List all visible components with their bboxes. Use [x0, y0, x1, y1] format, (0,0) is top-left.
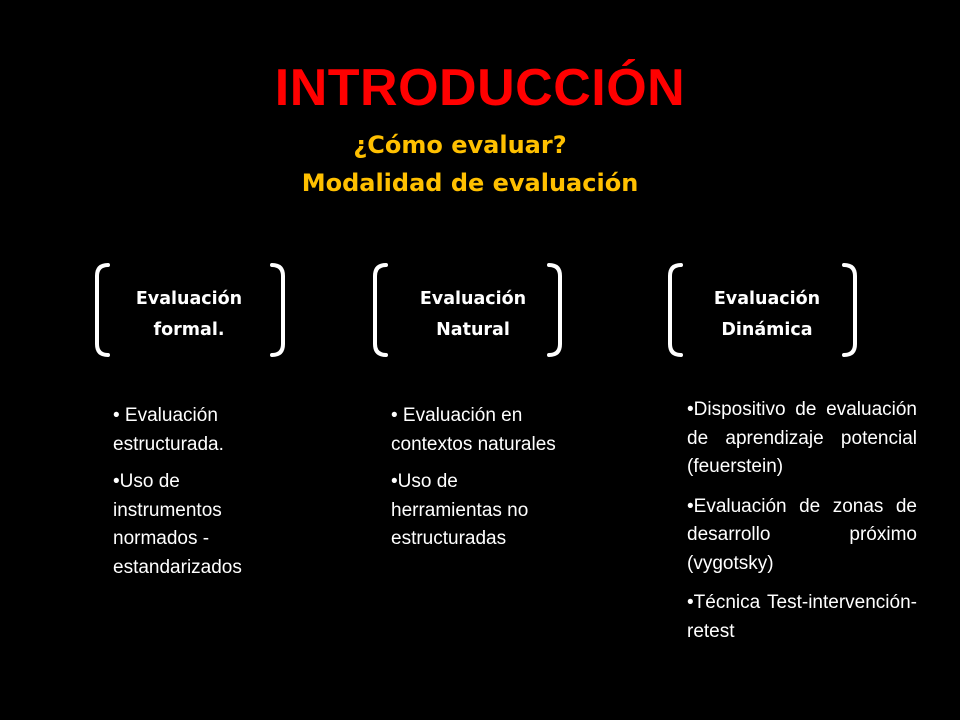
heading-formal-line1: Evaluación [135, 289, 243, 309]
formal-bullet-list [113, 402, 283, 591]
left-bracket-natural [372, 262, 388, 358]
dinamica-bullet-list [687, 396, 917, 657]
heading-dinamica-line2: Dinámica [721, 320, 813, 340]
formal-bullet-structured: • Evaluación estructurada. [113, 405, 224, 455]
heading-natural-line2: Natural [436, 320, 510, 340]
heading-formal-line2: formal. [153, 320, 225, 340]
natural-bullet-contexts: • Evaluación en contextos naturales [391, 405, 556, 455]
right-bracket-formal [270, 262, 286, 358]
dinamica-bullet-vygotsky: •Evaluación de zonas de desarrollo próximo (vygotsky) [687, 495, 917, 574]
slide-title: INTRODUCCIÓN [274, 59, 686, 117]
right-bracket-dinamica [842, 262, 858, 358]
left-bracket-formal [94, 262, 110, 358]
natural-bullet-tools: •Uso de herramientas no estructuradas [391, 471, 529, 549]
heading-dinamica [684, 284, 850, 346]
left-bracket-dinamica [667, 262, 683, 358]
formal-bullet-instruments: •Uso de instrumentos normados - estandarizados [113, 471, 242, 578]
heading-dinamica-line1: Evaluación [713, 289, 821, 309]
dinamica-bullet-test-retest: •Técnica Test-intervención-retest [687, 592, 917, 642]
dinamica-bullet-feuerstein: •Dispositivo de evaluación de aprendizaje potencial (feuerstein) [687, 399, 917, 477]
heading-natural [390, 284, 556, 346]
natural-bullet-list [391, 402, 566, 563]
heading-natural-line1: Evaluación [419, 289, 527, 309]
heading-formal [110, 284, 268, 346]
slide-subtitle-modality: Modalidad de evaluación [301, 169, 639, 197]
right-bracket-natural [547, 262, 563, 358]
slide-subtitle-question: ¿Cómo evaluar? [353, 131, 567, 159]
